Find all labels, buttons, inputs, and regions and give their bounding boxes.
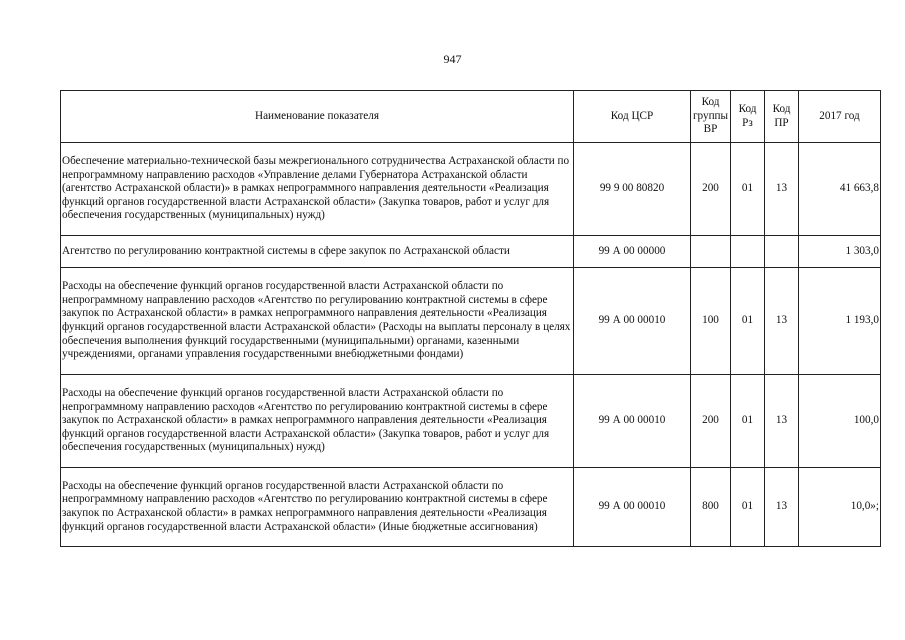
header-name: Наименование показателя bbox=[61, 91, 574, 143]
row-pr: 13 bbox=[765, 268, 799, 375]
row-name: Расходы на обеспечение функций органов государственной власти Астраханской области по непрограммному направлению расходов «Агентство по регулированию контрактной системы в сфере закупок по Астраханской области» в рамках непрограммного направления деятельности «Реализация функций органов государственной власти Астраханской области» (Закупка товаров, работ и услуг для обеспечения государственных (муниципальных) нужд) bbox=[61, 375, 574, 468]
row-pr bbox=[765, 236, 799, 268]
header-pr: Код ПР bbox=[765, 91, 799, 143]
row-amount: 1 303,0 bbox=[799, 236, 881, 268]
row-pr: 13 bbox=[765, 375, 799, 468]
row-csr: 99 А 00 00000 bbox=[574, 236, 691, 268]
row-rz: 01 bbox=[731, 268, 765, 375]
table-row bbox=[61, 268, 881, 375]
row-csr: 99 9 00 80820 bbox=[574, 143, 691, 236]
row-csr: 99 А 00 00010 bbox=[574, 375, 691, 468]
page-number: 947 bbox=[443, 52, 462, 66]
table-row bbox=[61, 236, 881, 268]
row-vr: 200 bbox=[691, 143, 731, 236]
row-pr: 13 bbox=[765, 143, 799, 236]
row-name: Агентство по регулированию контрактной системы в сфере закупок по Астраханской области bbox=[61, 236, 574, 268]
row-amount: 10,0»; bbox=[799, 468, 881, 547]
row-amount: 100,0 bbox=[799, 375, 881, 468]
header-vr: Код группы ВР bbox=[691, 91, 731, 143]
row-rz: 01 bbox=[731, 143, 765, 236]
table-row bbox=[61, 375, 881, 468]
row-pr: 13 bbox=[765, 468, 799, 547]
row-amount: 1 193,0 bbox=[799, 268, 881, 375]
header-year: 2017 год bbox=[799, 91, 881, 143]
row-name: Расходы на обеспечение функций органов государственной власти Астраханской области по непрограммному направлению расходов «Агентство по регулированию контрактной системы в сфере закупок по Астраханской области» в рамках непрограммного направления деятельности «Реализация функций органов государственной власти Астраханской области» (Расходы на выплаты персоналу в целях обеспечения выполнения функций государственными (муниципальными) органами, казенными учреждениями, органами управления государственными внебюджетными фондами) bbox=[61, 268, 574, 375]
row-csr: 99 А 00 00010 bbox=[574, 268, 691, 375]
row-vr bbox=[691, 236, 731, 268]
row-csr: 99 А 00 00010 bbox=[574, 468, 691, 547]
table-header-row bbox=[61, 91, 881, 143]
row-vr: 800 bbox=[691, 468, 731, 547]
row-amount: 41 663,8 bbox=[799, 143, 881, 236]
table-row bbox=[61, 468, 881, 547]
row-name: Обеспечение материально-технической базы межрегионального сотрудничества Астраханской области по непрограммному направлению расходов «Управление делами Губернатора Астраханской области (агентство Астраханской области)» в рамках непрограммного направления деятельности «Реализация функций органов государственной власти Астраханской области» (Закупка товаров, работ и услуг для обеспечения государственных (муниципальных) нужд) bbox=[61, 143, 574, 236]
row-rz: 01 bbox=[731, 375, 765, 468]
row-vr: 200 bbox=[691, 375, 731, 468]
budget-table bbox=[60, 90, 881, 547]
header-csr: Код ЦСР bbox=[574, 91, 691, 143]
row-vr: 100 bbox=[691, 268, 731, 375]
table-row bbox=[61, 143, 881, 236]
row-rz: 01 bbox=[731, 468, 765, 547]
header-rz: Код Рз bbox=[731, 91, 765, 143]
row-rz bbox=[731, 236, 765, 268]
row-name: Расходы на обеспечение функций органов государственной власти Астраханской области по непрограммному направлению расходов «Агентство по регулированию контрактной системы в сфере закупок по Астраханской области» в рамках непрограммного направления деятельности «Реализация функций органов государственной власти Астраханской области» (Иные бюджетные ассигнования) bbox=[61, 468, 574, 547]
